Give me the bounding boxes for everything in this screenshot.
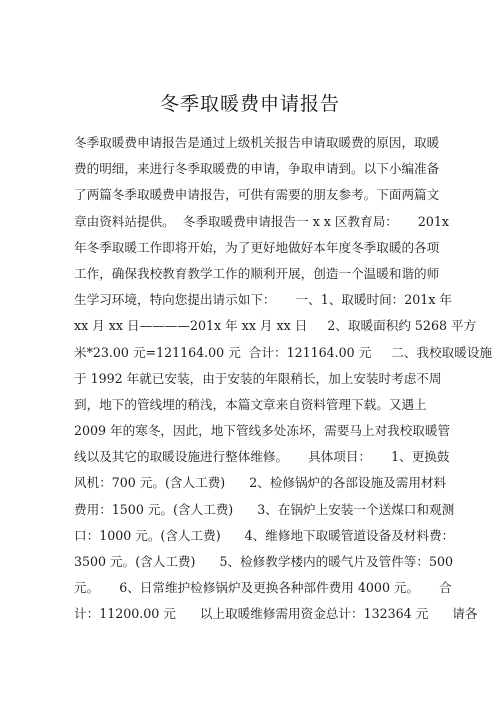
body-line: 工作，确保我校教育教学工作的顺利开展，创造一个温暖和谐的师 [74, 265, 440, 281]
body-line: 费用：1500 元。(含人工费) 3、在锅炉上安装一个送煤口和观测 [74, 501, 455, 517]
body-line: 到，地下的管线埋的稍浅，本篇文章来自资料管理下载。又遇上 [74, 396, 427, 412]
body-line: 于 1992 年就已安装，由于安装的年限稍长，加上安装时考虑不周 [74, 370, 442, 386]
body-line: 年冬季取暖工作即将开始，为了更好地做好本年度冬季取暖的各项 [74, 239, 440, 255]
body-line: 3500 元。(含人工费) 5、检修教学楼内的暖气片及管件等：500 [74, 554, 454, 569]
body-line: 元。 6、日常维护检修锅炉及更换各种部件费用 4000 元。 合 [74, 580, 452, 596]
body-line: 计：11200.00 元 以上取暖维修需用资金总计：132364 元 请各 [74, 606, 478, 622]
body-line: 了两篇冬季取暖费申请报告，可供有需要的朋友参考。下面两篇文 [74, 187, 440, 203]
body-line: 线以及其它的取暖设施进行整体维修。 具体项目： 1、更换鼓 [74, 449, 450, 465]
body-line: 2009 年的寒冬，因此，地下管线多处冻坏，需要马上对我校取暖管 [74, 423, 451, 439]
body-line: 口：1000 元。(含人工费) 4、维修地下取暖管道设备及材料费： [74, 527, 455, 543]
body-line: 生学习环境，特向您提出请示如下： 一、1、取暖时间：201x 年 [74, 292, 453, 308]
document-body [74, 130, 493, 628]
body-line: xx 月 xx 日————201x 年 xx 月 xx 日 2、取暖面积约 5268 平方 [74, 318, 477, 334]
body-line: 章由资料站提供。 冬季取暖费申请报告一 x x 区教育局： 201x [74, 213, 450, 229]
body-line: 冬季取暖费申请报告是通过上级机关报告申请取暖费的原因，取暖 [74, 135, 440, 150]
document-title: 冬季取暖费申请报告 [159, 93, 340, 115]
body-line: 米*23.00 元=121164.00 元 合计：121164.00 元 二、我校取暖设施 [74, 344, 493, 360]
body-line: 费的明细，来进行冬季取暖费的申请，争取申请到。以下小编准备 [74, 161, 440, 177]
body-line: 风机：700 元。(含人工费) 2、检修锅炉的各部设施及需用材料 [74, 475, 447, 491]
